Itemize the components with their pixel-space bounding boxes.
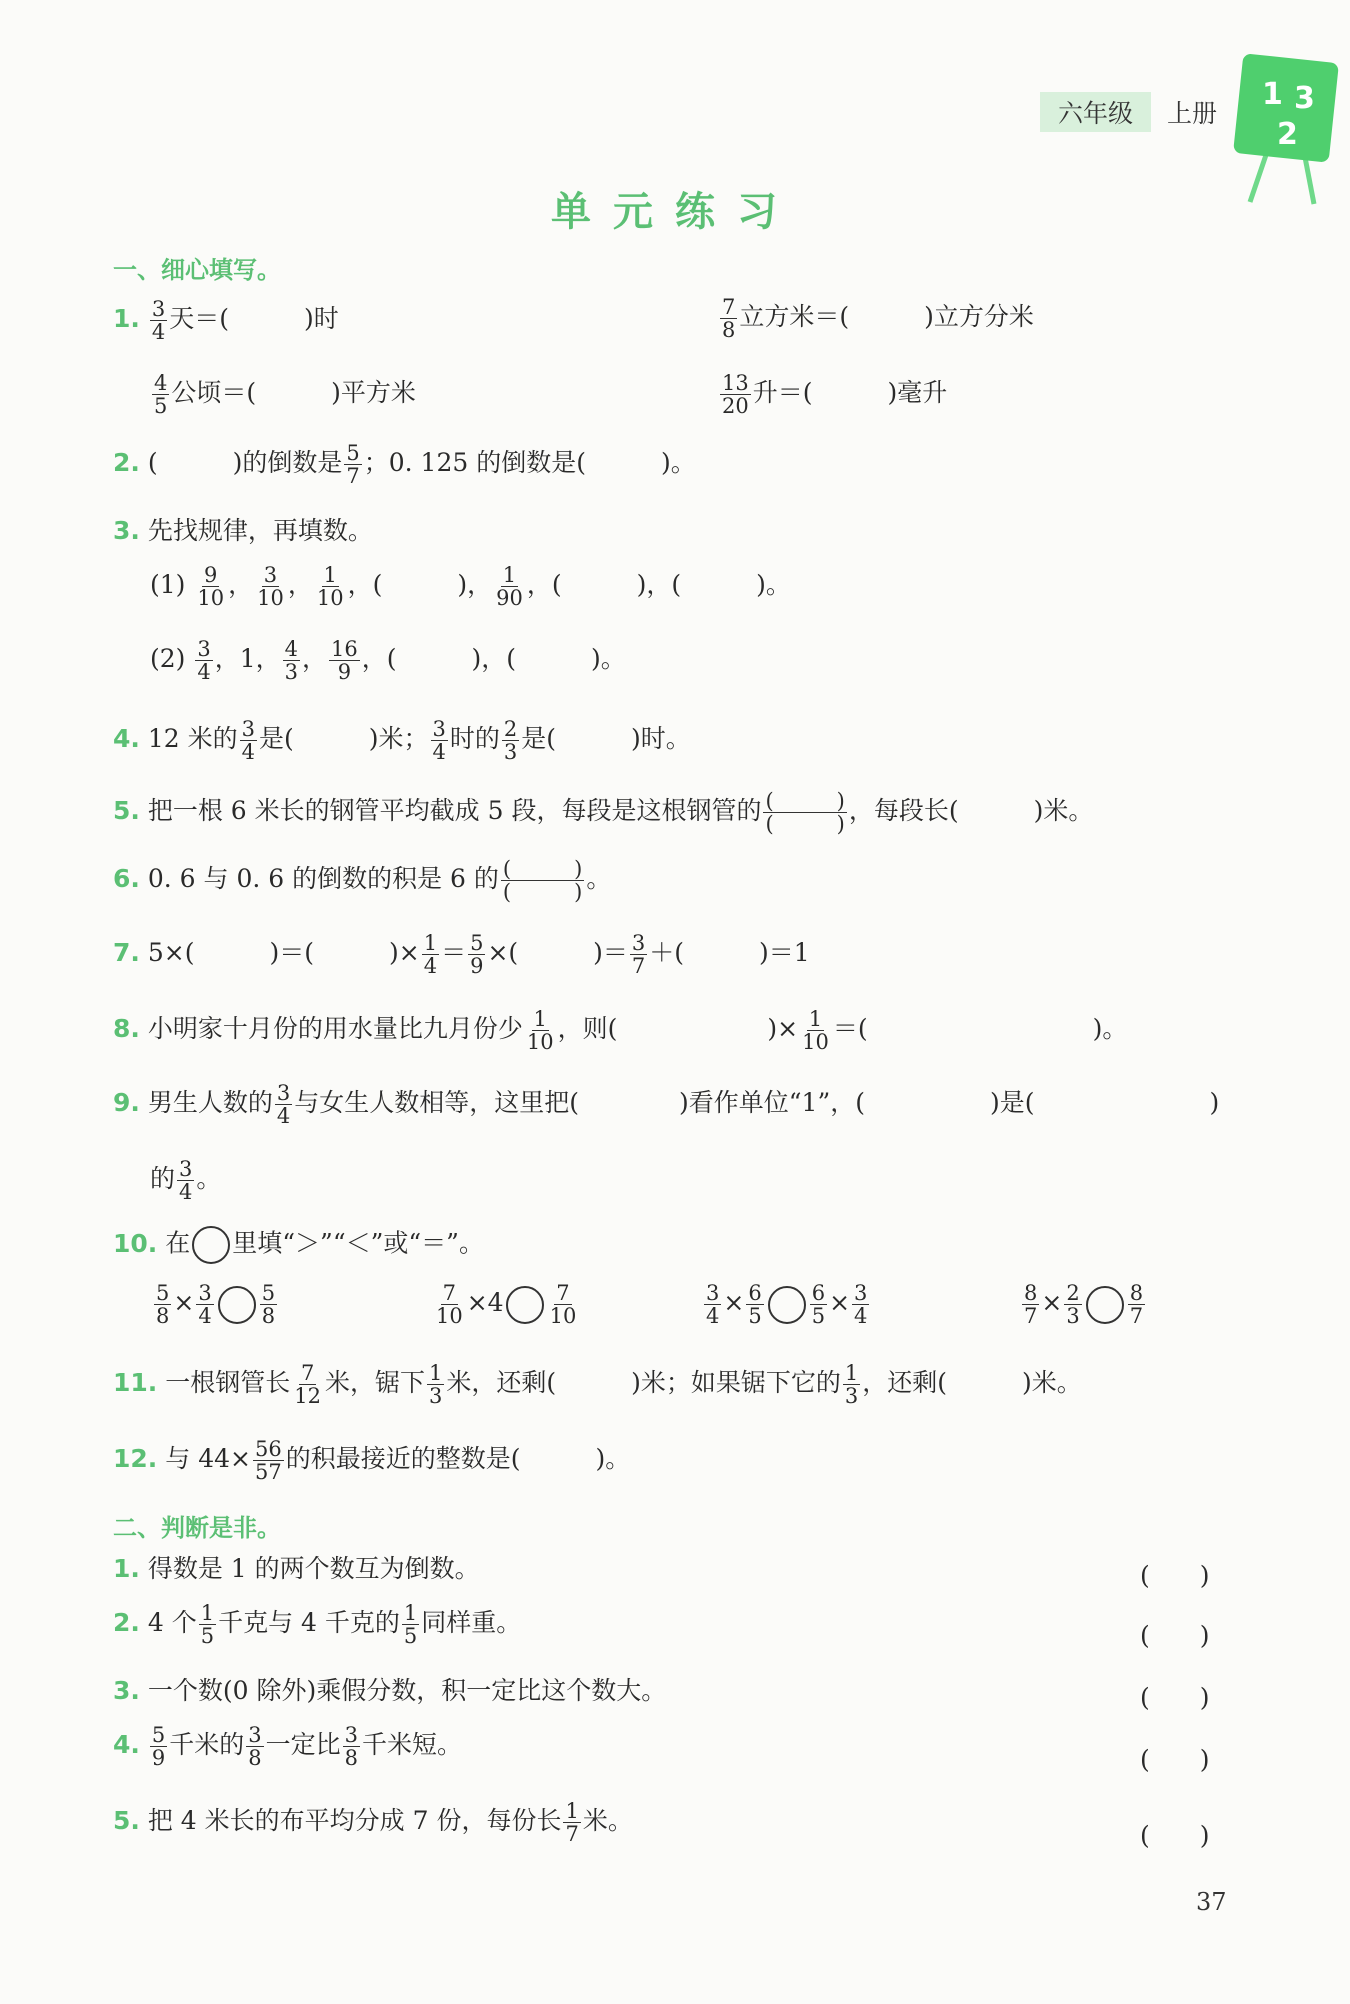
question-number: 1. (113, 304, 140, 334)
page-number: 37 (1196, 1888, 1227, 1916)
page-title: 单元练习 (551, 189, 799, 235)
question-3-part-1: (1) $\frac{9}{10}$ ， $\frac{3}{10}$ ， $\frac{1}{10}$ ，( )， $\frac{1}{90}$ ，( )，( )。 (150, 563, 791, 611)
answer-bracket[interactable]: ( ) (1140, 1745, 1210, 1774)
section-2-title: 二、判断是非。 (113, 1514, 281, 1542)
question-number: 3. (113, 1676, 140, 1705)
answer-bracket[interactable]: ( ) (1140, 1561, 1210, 1590)
question-3-part-2: (2) $\frac{3}{4}$ ，1， $\frac{4}{3}$ ， $\frac{16}{9}$ ，( )，( )。 (150, 637, 626, 685)
question-number: 3. (113, 516, 140, 545)
question-number: 1. (113, 1554, 140, 1583)
question-3: 3. 先找规律，再填数。 (113, 516, 373, 545)
fraction: $\frac{3}{4}$ (151, 297, 166, 345)
compare-item-3: $\frac{3}{4}$ × $\frac{6}{5}$ $\frac{6}{5}$ × $\frac{3}{4}$ (706, 1281, 868, 1329)
judge-item-2: 2. 4 个 $\frac{1}{5}$ 千克与 4 千克的 $\frac{1}{5}$ 同样重。 (113, 1601, 522, 1649)
question-number: 6. (113, 864, 140, 894)
section-1-title: 一、细心填写。 (113, 256, 281, 284)
answer-bracket[interactable]: ( ) (1140, 1621, 1210, 1650)
question-number: 2. (113, 1608, 140, 1638)
question-text: 公顷＝( )平方米 (171, 378, 416, 408)
compare-circle[interactable] (506, 1286, 544, 1324)
question-number: 12. (113, 1444, 158, 1474)
volume-label: 上册 (1167, 99, 1218, 128)
fraction: $\frac{4}{5}$ (154, 371, 168, 419)
question-number: 5. (113, 796, 140, 826)
judge-item-3: 3. 一个数(0 除外)乘假分数，积一定比这个数大。 (113, 1676, 667, 1705)
question-text: 立方米＝( )立方分米 (739, 302, 1034, 332)
question-4: 4. 12 米的 $\frac{3}{4}$ 是( )米； $\frac{3}{4}$ 时的 $\frac{2}{3}$ 是( )时。 (113, 717, 691, 765)
fraction: $\frac{7}{8}$ (722, 295, 736, 343)
question-2: 2. ( )的倒数是 $\frac{5}{7}$ ；0. 125 的倒数是( )。 (113, 441, 696, 489)
grade-label: 六年级 (1040, 92, 1151, 132)
question-7: 7. 5×( )＝( )× $\frac{1}{4}$ ＝ $\frac{5}{9}$ ×( )＝ $\frac{3}{7}$ ＋( )＝1 (113, 931, 810, 979)
compare-circle[interactable] (1086, 1286, 1124, 1324)
question-12: 12. 与 44× $\frac{56}{57}$ 的积最接近的整数是( )。 (113, 1437, 631, 1485)
compare-circle[interactable] (768, 1286, 806, 1324)
question-11: 11. 一根钢管长 $\frac{7}{12}$ 米，锯下 $\frac{1}{3}$ 米，还剩( )米；如果锯下它的 $\frac{1}{3}$ ，还剩( )米。 (113, 1361, 1082, 1409)
question-number: 11. (113, 1368, 158, 1398)
question-1b (718, 296, 1034, 341)
answer-bracket[interactable]: ( ) (1140, 1683, 1210, 1712)
question-number: 4. (113, 1730, 140, 1760)
header-tag (1040, 92, 1217, 132)
fraction: $\frac{5}{7}$ (346, 441, 360, 489)
question-number: 7. (113, 938, 140, 968)
question-6: 6. 0. 6 与 0. 6 的倒数的积是 6 的 $\frac{( )}{( )}$ 。 (113, 857, 612, 905)
question-text: 升＝( )毫升 (752, 378, 948, 408)
compare-item-4: $\frac{8}{7}$ × $\frac{2}{3}$ $\frac{8}{7}$ (1024, 1281, 1144, 1329)
judge-item-5: 5. 把 4 米长的布平均分成 7 份，每份长 $\frac{1}{7}$ 米。 (113, 1799, 633, 1847)
judge-item-1: 1. 得数是 1 的两个数互为倒数。 (113, 1554, 480, 1583)
question-number: 9. (113, 1088, 140, 1118)
board-digit-2: 3 (1294, 81, 1315, 116)
question-1c (150, 372, 416, 417)
compare-item-2: $\frac{7}{10}$ ×4 $\frac{7}{10}$ (436, 1281, 577, 1329)
circle-blank-icon (192, 1226, 230, 1264)
question-5: 5. 把一根 6 米长的钢管平均截成 5 段，每段是这根钢管的 $\frac{( )}{( )}$ ，每段长( )米。 (113, 789, 1094, 837)
question-number: 8. (113, 1014, 140, 1044)
compare-item-1: $\frac{5}{8}$ × $\frac{3}{4}$ $\frac{5}{8}$ (156, 1281, 276, 1329)
judge-item-4: 4. $\frac{5}{9}$ 千米的 $\frac{3}{8}$ 一定比 $\frac{3}{8}$ 千米短。 (113, 1723, 463, 1771)
answer-bracket[interactable]: ( ) (1140, 1821, 1210, 1850)
question-number: 2. (113, 448, 140, 478)
question-number: 10. (113, 1228, 158, 1258)
question-1a (113, 298, 339, 343)
question-8: 8. 小明家十月份的用水量比九月份少 $\frac{1}{10}$ ，则( )× $\frac{1}{10}$ ＝( )。 (113, 1007, 1128, 1055)
question-9-continued: 的 $\frac{3}{4}$ 。 (150, 1157, 222, 1205)
board-digit-1: 1 (1262, 77, 1283, 112)
fraction: $\frac{13}{20}$ (722, 371, 749, 419)
question-10: 10. 在 里填“＞”“＜”或“＝”。 (113, 1226, 484, 1264)
board-digit-3: 2 (1277, 117, 1298, 152)
question-text: 天＝( )时 (169, 304, 339, 334)
question-number: 5. (113, 1806, 140, 1836)
question-1d (718, 372, 947, 417)
question-number: 4. (113, 724, 140, 754)
compare-circle[interactable] (218, 1286, 256, 1324)
question-9: 9. 男生人数的 $\frac{3}{4}$ 与女生人数相等，这里把( )看作单位“1”，( )是( ) (113, 1081, 1220, 1129)
